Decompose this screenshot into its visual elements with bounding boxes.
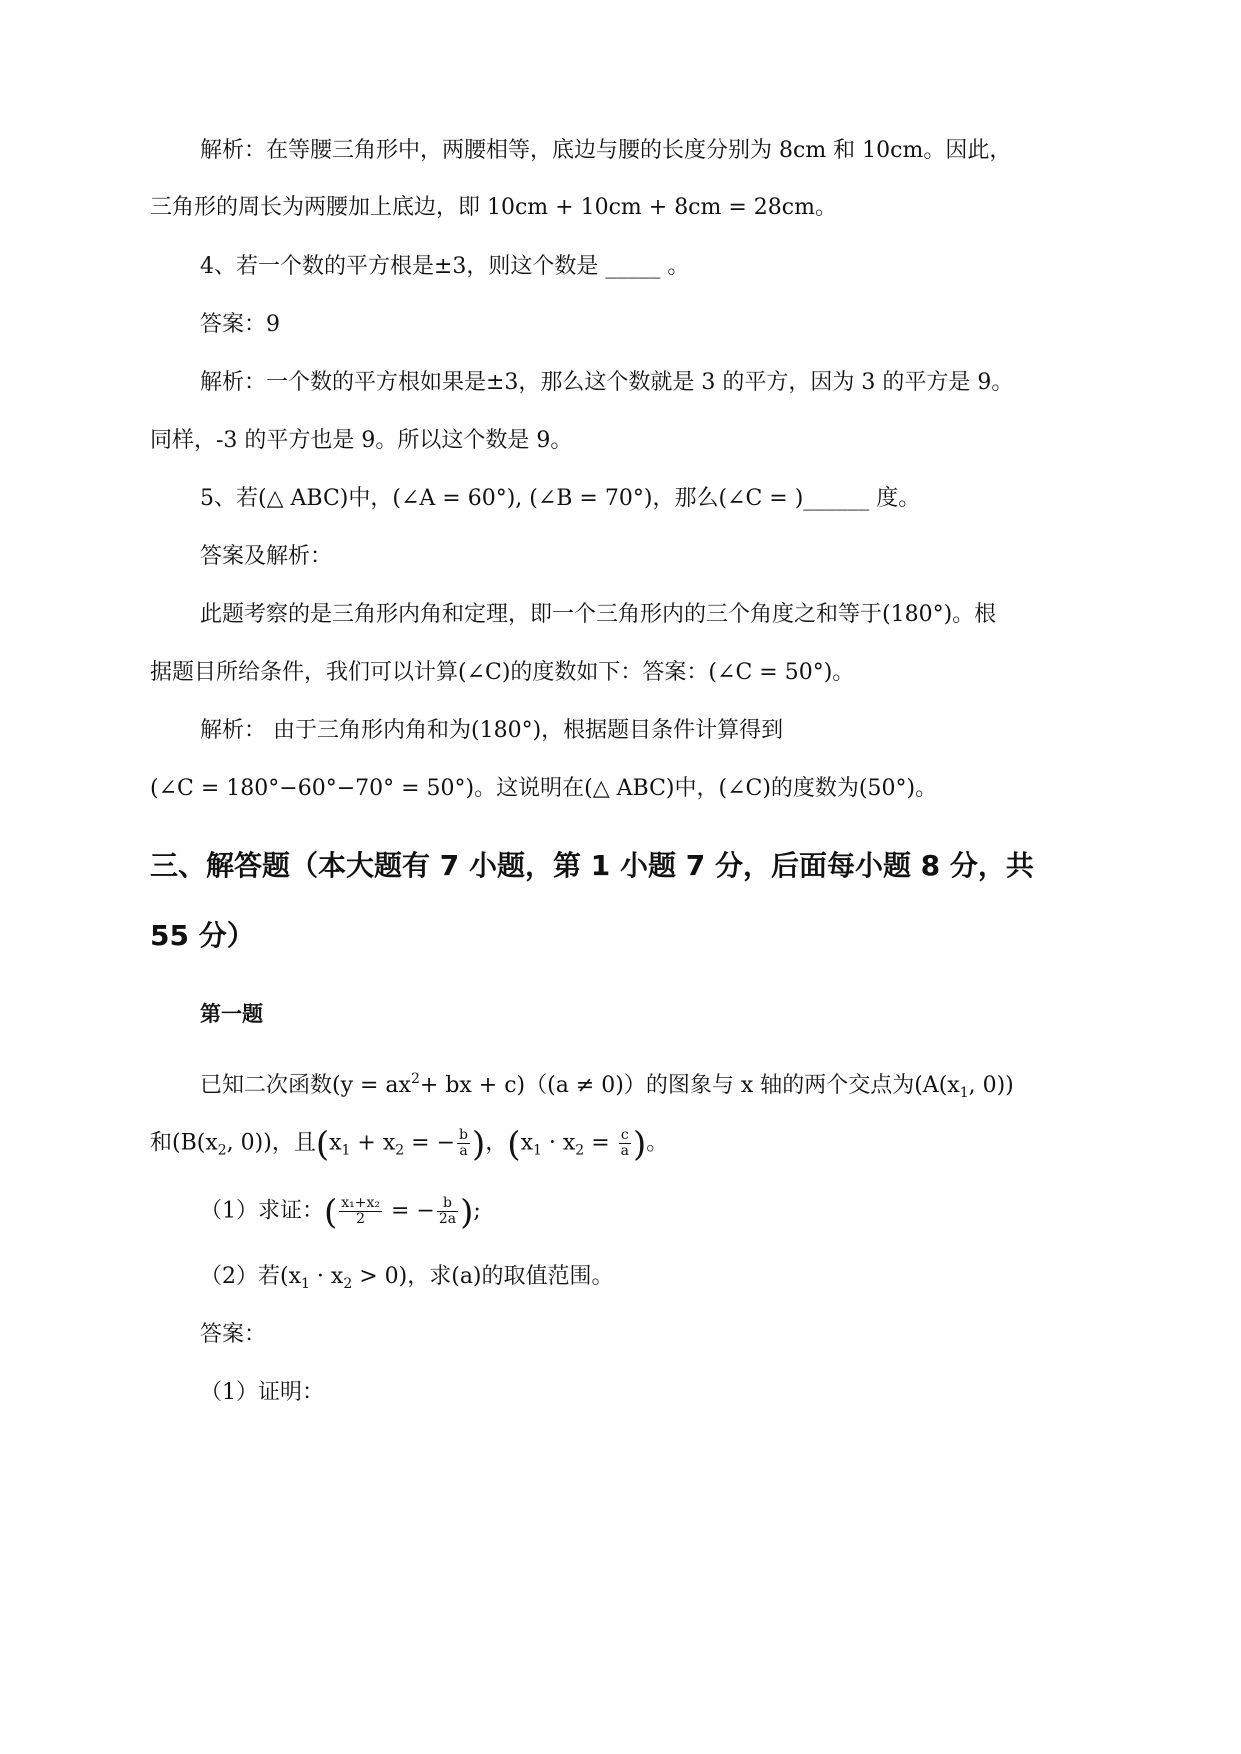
text-line: (∠C = 180°−60°−70° = 50°)。这说明在(△ ABC)中，(∠C)的度数为(50°)。 [150, 776, 938, 801]
fraction [619, 1128, 631, 1159]
subscript: 1 [341, 1142, 351, 1159]
subscript: 2 [343, 1276, 353, 1292]
numerator: b [437, 1196, 458, 1212]
math-text: （1）求证： [200, 1198, 324, 1224]
numerator: c [619, 1128, 631, 1144]
math-text: ， [485, 1130, 508, 1156]
math-text: + x [350, 1130, 396, 1156]
problem-statement [200, 1064, 1014, 1108]
numerator: b [459, 1127, 469, 1143]
fraction [339, 1196, 382, 1227]
numerator: x₁+x₂ [341, 1195, 381, 1211]
denominator: 2 [356, 1211, 366, 1227]
math-text: , 0))，且 [226, 1130, 316, 1156]
fraction [457, 1128, 470, 1159]
answer-4: 答案：9 [200, 312, 280, 337]
math-text: = − [384, 1198, 435, 1224]
math-text: （2）若(x [200, 1264, 301, 1289]
section-heading-cont: 55 分） [150, 919, 255, 952]
paren: ) [460, 1192, 474, 1233]
paren: ) [633, 1124, 647, 1165]
denominator: a [459, 1143, 468, 1159]
math-text: 和(B(x [150, 1130, 218, 1156]
denominator: a [620, 1143, 629, 1159]
text-line: 同样，-3 的平方也是 9。所以这个数是 9。 [150, 428, 573, 453]
math-text: · x [541, 1130, 576, 1156]
math-text: x [329, 1130, 342, 1156]
subscript: 1 [301, 1276, 310, 1292]
subsection-title: 第一题 [200, 1002, 263, 1026]
math-text: 。 [646, 1130, 669, 1156]
math-text: x [520, 1130, 533, 1156]
math-text: · x [309, 1264, 344, 1289]
math-text: ; [473, 1198, 481, 1224]
math-text: = − [404, 1130, 456, 1156]
text-line: 据题目所给条件，我们可以计算(∠C)的度数如下：答案：(∠C = 50°)。 [150, 660, 855, 685]
math-text: 已知二次函数(y = ax [200, 1073, 411, 1098]
math-text: = [584, 1130, 617, 1156]
paren: ) [472, 1124, 486, 1165]
superscript: 2 [410, 1071, 420, 1087]
subscript: 1 [959, 1085, 969, 1101]
answer-label: 答案及解析： [200, 544, 333, 569]
subscript: 1 [532, 1142, 542, 1159]
subscript: 2 [217, 1142, 227, 1159]
paren: ( [507, 1124, 521, 1165]
math-text: + bx + c)（(a ≠ 0)）的图象与 x 轴的两个交点为(A(x [419, 1073, 960, 1098]
math-text: > 0)，求(a)的取值范围。 [352, 1264, 614, 1289]
fraction [437, 1196, 458, 1227]
text-line: 解析： 由于三角形内角和为(180°)，根据题目条件计算得到 [200, 718, 784, 743]
subscript: 2 [395, 1142, 405, 1159]
question-4: 4、若一个数的平方根是±3，则这个数是 _____ 。 [200, 254, 690, 279]
text-line: 此题考察的是三角形内角和定理，即一个三角形内的三个角度之和等于(180°)。根 [200, 602, 997, 627]
part-2 [200, 1262, 614, 1299]
answer-label: 答案： [200, 1322, 267, 1347]
paren: ( [315, 1124, 330, 1165]
text-line: 解析：在等腰三角形中，两腰相等，底边与腰的长度分别为 8cm 和 10cm。因此， [200, 138, 1012, 163]
text-line: 解析：一个数的平方根如果是±3，那么这个数就是 3 的平方，因为 3 的平方是 9。 [200, 370, 1014, 395]
problem-statement-cont [150, 1124, 669, 1166]
section-heading: 三、解答题（本大题有 7 小题，第 1 小题 7 分，后面每小题 8 分，共 [150, 849, 1034, 882]
text-line: 三角形的周长为两腰加上底边，即 10cm + 10cm + 8cm = 28cm。 [150, 195, 837, 220]
paren: ( [324, 1192, 338, 1233]
denominator: 2a [438, 1211, 457, 1227]
proof-label: （1）证明： [200, 1380, 324, 1405]
part-1 [200, 1192, 481, 1233]
subscript: 2 [575, 1142, 585, 1159]
math-text: , 0)) [968, 1073, 1014, 1098]
question-5: 5、若(△ ABC)中，(∠A = 60°), (∠B = 70°)，那么(∠C = )______ 度。 [200, 486, 921, 511]
